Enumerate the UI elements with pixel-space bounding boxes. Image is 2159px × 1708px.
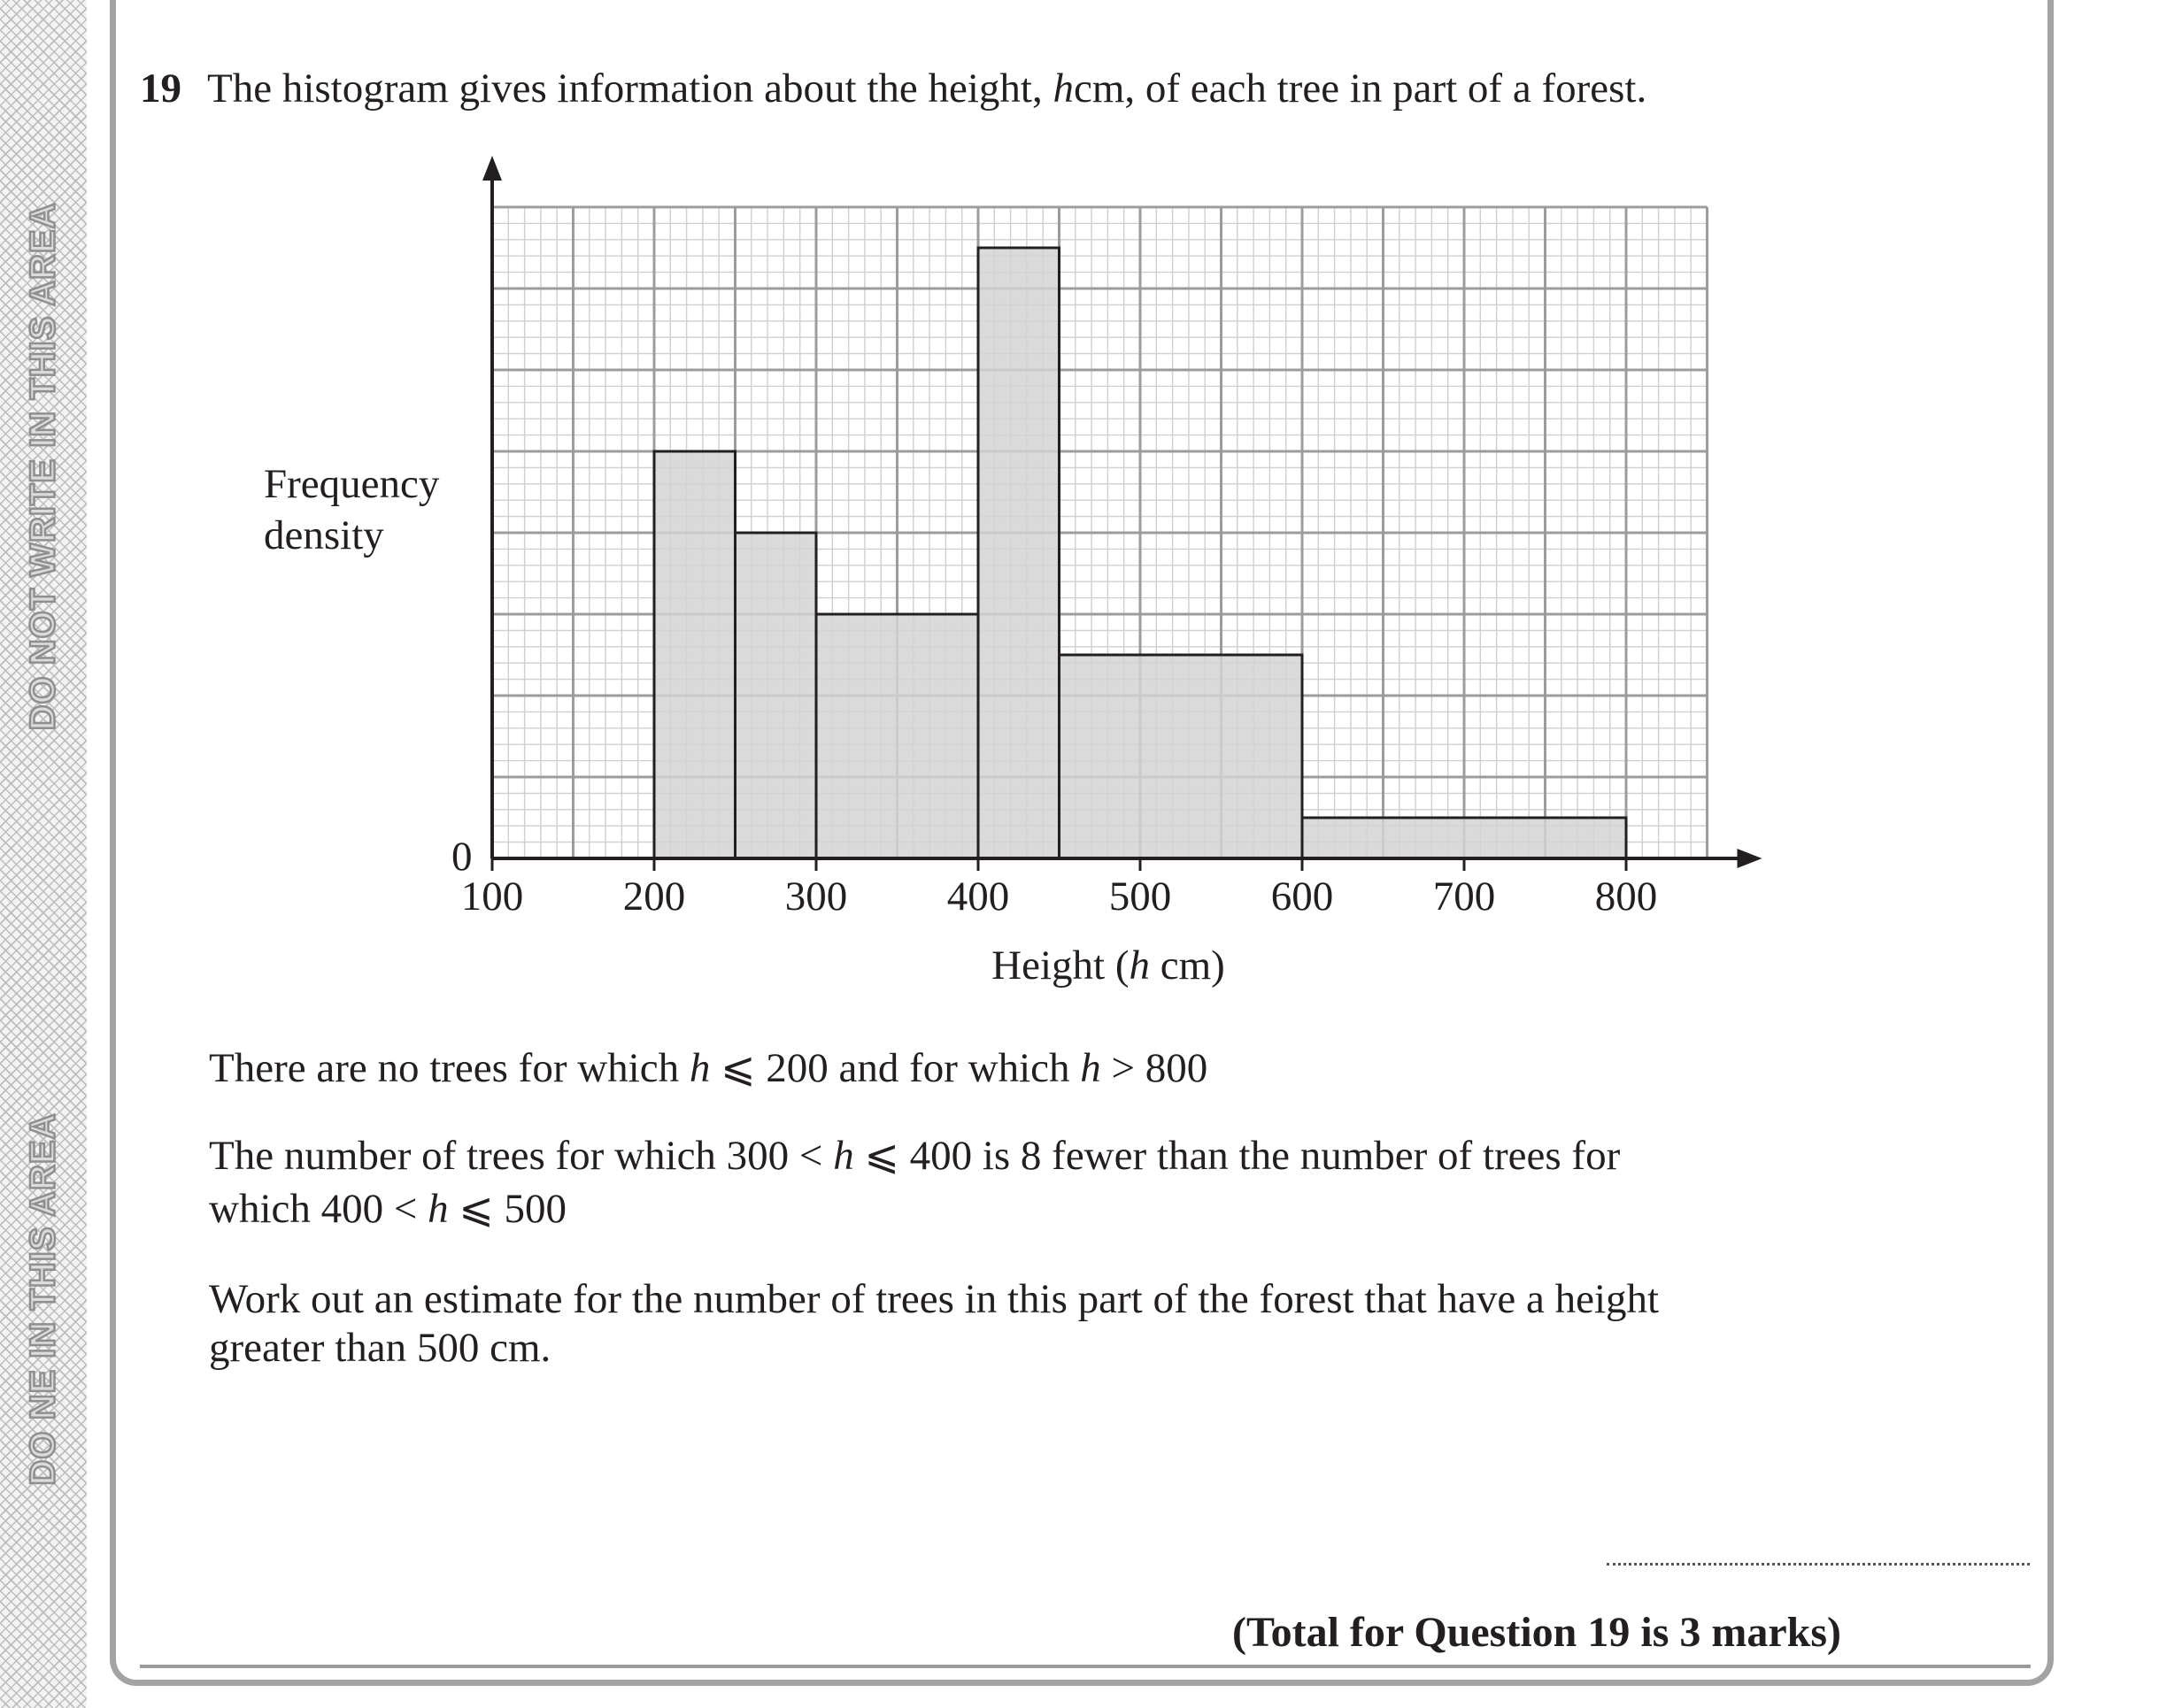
condition-line-1: There are no trees for which h ⩽ 200 and for which h > 800: [209, 1045, 1208, 1091]
x-tick-label: 700: [1432, 873, 1496, 919]
condition-line-3: which 400 < h ⩽ 500: [209, 1186, 567, 1232]
question-number: 19: [140, 65, 181, 112]
question-stem: The histogram gives information about the height, hcm, of each tree in part of a forest.: [207, 65, 1647, 112]
histogram-bar: [736, 533, 817, 858]
y-axis-label-line2: density: [264, 512, 384, 558]
y-origin-label: 0: [451, 834, 473, 880]
chart-x-ticks: [461, 858, 1658, 919]
x-tick-label: 100: [460, 873, 524, 919]
task-line-2: greater than 500 cm.: [209, 1325, 551, 1371]
histogram-bar: [654, 451, 736, 858]
margin-warning-top: DO NOT WRITE IN THIS AREA: [23, 202, 63, 731]
answer-line[interactable]: [1607, 1563, 2030, 1566]
histogram-bar: [1302, 818, 1626, 858]
x-tick-label: 400: [946, 873, 1010, 919]
x-tick-label: 500: [1108, 873, 1172, 919]
bottom-rule: [140, 1665, 2031, 1668]
condition-line-2: The number of trees for which 300 < h ⩽ 400 is 8 fewer than the number of trees for: [209, 1133, 1621, 1179]
x-tick-label: 800: [1594, 873, 1658, 919]
x-tick-label: 200: [622, 873, 686, 919]
y-axis-arrow: [482, 156, 502, 181]
total-marks: (Total for Question 19 is 3 marks): [1232, 1609, 1842, 1656]
x-axis-label: Height (h cm): [991, 942, 1225, 989]
x-tick-label: 300: [784, 873, 848, 919]
x-tick-label: 600: [1270, 873, 1334, 919]
margin-warning-bottom: DO NE IN THIS AREA: [23, 1112, 63, 1486]
y-axis-label-line1: Frequency: [264, 461, 440, 507]
task-line-1: Work out an estimate for the number of trees in this part of the forest that have a height: [209, 1276, 1660, 1322]
x-axis-arrow: [1738, 849, 1762, 868]
histogram-bar: [1060, 655, 1303, 858]
histogram-bar: [978, 248, 1060, 858]
histogram-bar: [816, 614, 978, 858]
